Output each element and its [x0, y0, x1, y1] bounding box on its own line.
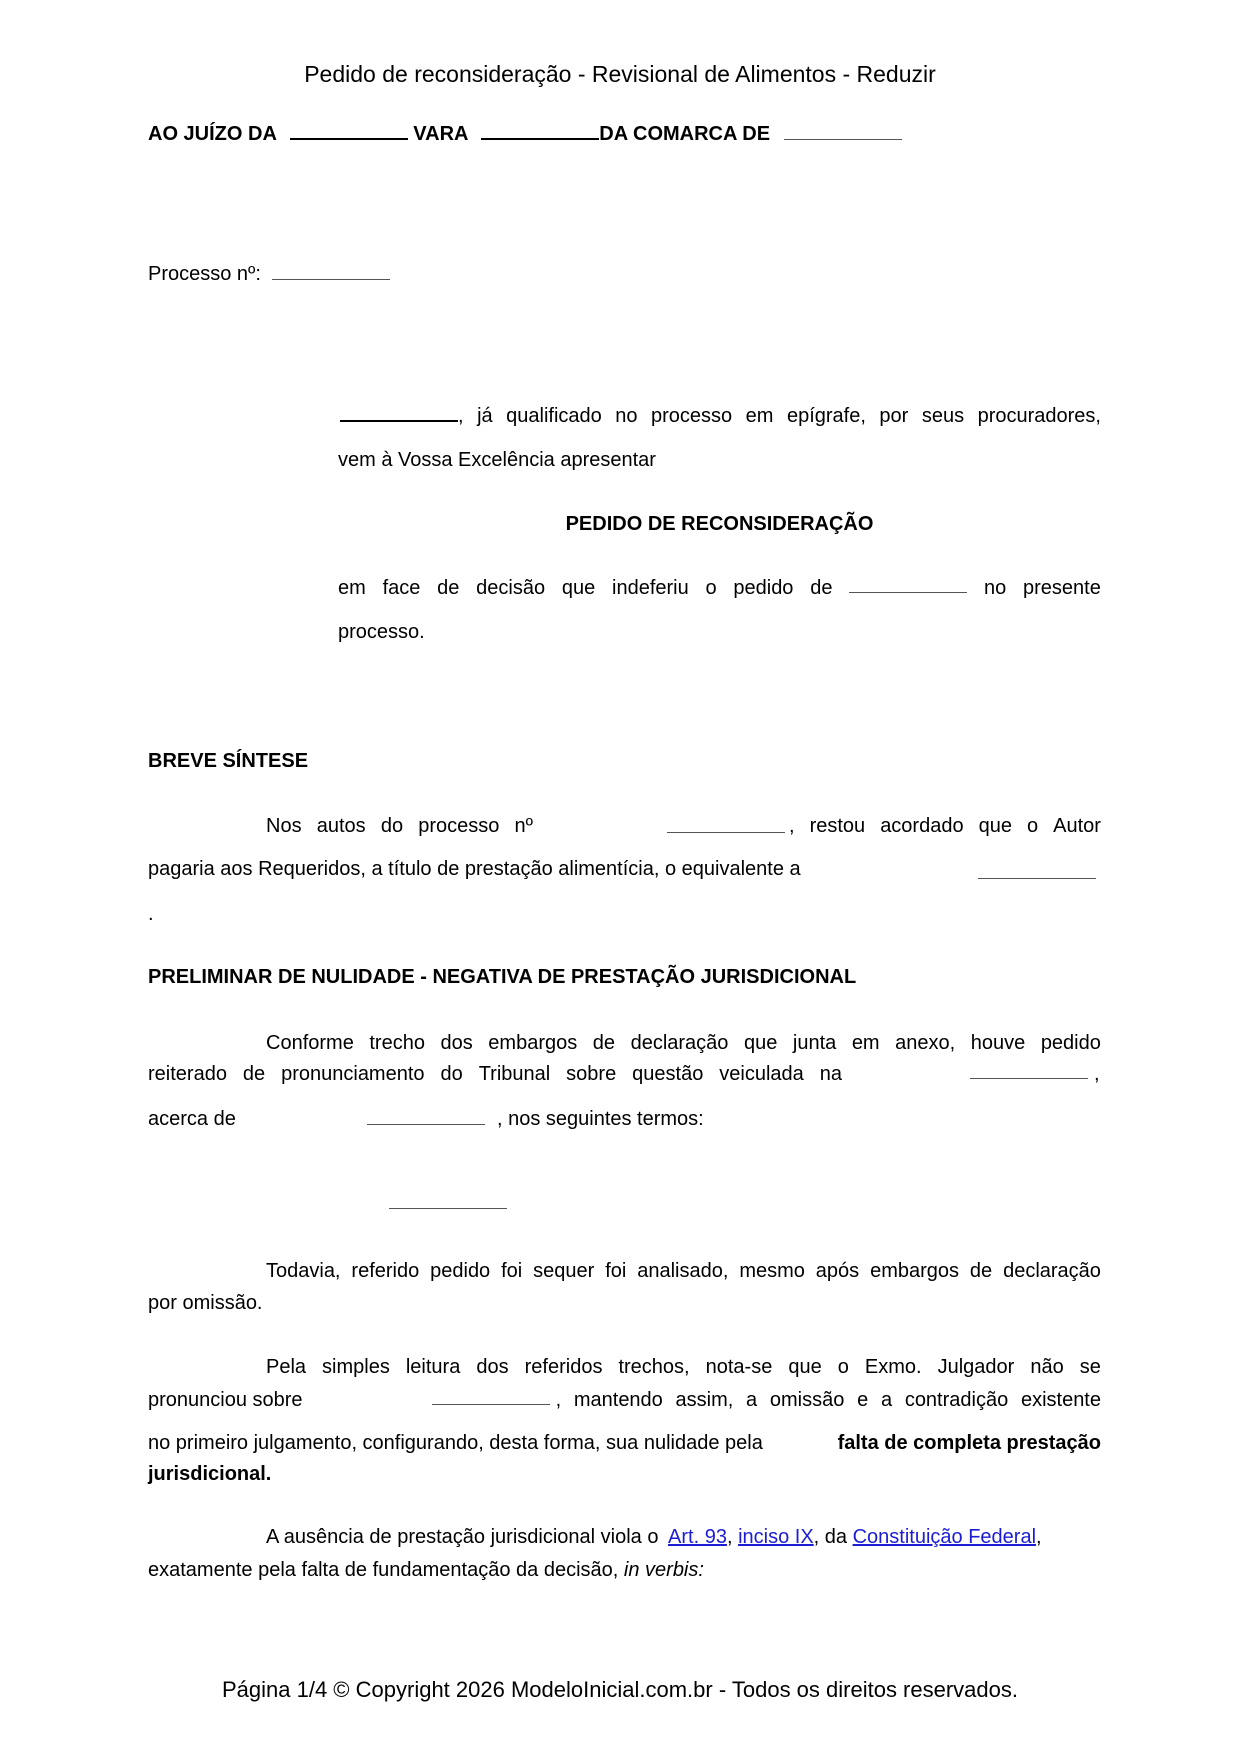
- word: acordado: [880, 815, 964, 837]
- preliminar-p2-line-2: por omissão.: [148, 1292, 263, 1314]
- word: acerca de: [148, 1108, 236, 1130]
- word: anexo,: [895, 1032, 956, 1054]
- word: sequer: [533, 1260, 595, 1282]
- word: pedido: [1040, 1032, 1101, 1054]
- word: o: [837, 1356, 849, 1378]
- word: , nos seguintes termos:: [496, 1108, 704, 1130]
- sintese-line-1-start: [266, 814, 533, 838]
- blank-field[interactable]: [340, 404, 458, 422]
- word: Nos: [266, 815, 302, 837]
- preliminar-p3-line-4: jurisdicional.: [148, 1463, 272, 1485]
- blank-field[interactable]: [978, 862, 1096, 879]
- word: mesmo: [739, 1260, 805, 1282]
- word: que: [978, 815, 1012, 837]
- word: embargos: [870, 1260, 960, 1282]
- preliminar-p2-line-1: [266, 1259, 1101, 1283]
- word: trecho: [369, 1032, 425, 1054]
- word: restou: [809, 815, 866, 837]
- sintese-line-2: pagaria aos Requeridos, a título de prestação alimentícia, o equivalente a: [148, 858, 801, 880]
- preliminar-p1-line-3: [148, 1107, 704, 1131]
- word: o: [705, 577, 717, 599]
- word: no primeiro julgamento, configurando, desta forma, sua nulidade pela: [148, 1432, 763, 1454]
- word: junta: [792, 1032, 837, 1054]
- word: pedido: [733, 577, 794, 599]
- document-header-title: Pedido de reconsideração - Revisional de Alimentos - Reduzir: [304, 61, 936, 87]
- word: trechos,: [618, 1356, 690, 1378]
- intro-blank-wrap: [340, 404, 464, 428]
- word: em: [338, 577, 366, 599]
- address-part-1: AO JUÍZO DA: [148, 123, 277, 145]
- word: embargos: [488, 1032, 578, 1054]
- section-heading-preliminar: PRELIMINAR DE NULIDADE - NEGATIVA DE PRESTAÇÃO JURISDICIONAL: [148, 966, 857, 988]
- word: de: [969, 1260, 993, 1282]
- word: em: [851, 1032, 880, 1054]
- word: de: [592, 1032, 616, 1054]
- word: que: [743, 1032, 778, 1054]
- word: ,: [1094, 1063, 1100, 1085]
- address-part-3: DA COMARCA DE: [599, 123, 771, 145]
- word: processo: [418, 815, 500, 837]
- preliminar-p3-line-1: [266, 1355, 1101, 1379]
- sintese-line-1: [266, 814, 1101, 838]
- blank-field[interactable]: [849, 576, 967, 593]
- blank-field[interactable]: [481, 122, 599, 140]
- word: Todavia,: [266, 1260, 341, 1282]
- word: do: [440, 1063, 463, 1085]
- word: decisão: [476, 577, 546, 599]
- word: questão: [632, 1063, 704, 1085]
- word: pedido: [430, 1260, 491, 1282]
- word: ,: [726, 1526, 733, 1548]
- word: de: [242, 1063, 266, 1085]
- word: epígrafe,: [786, 405, 866, 427]
- word: após: [815, 1260, 860, 1282]
- word: por: [879, 405, 909, 427]
- word: autos: [316, 815, 366, 837]
- word: , mantendo assim, a omissão e a contradição existente: [555, 1389, 1101, 1411]
- face-line-2: processo.: [338, 621, 425, 643]
- word: que: [561, 577, 596, 599]
- word: dos: [440, 1032, 473, 1054]
- address-part-2: VARA: [413, 123, 468, 145]
- word: face: [382, 577, 421, 599]
- word: declaração: [630, 1032, 729, 1054]
- word: veiculada: [719, 1063, 804, 1085]
- word: pronunciou sobre: [148, 1389, 303, 1411]
- word: qualificado: [506, 405, 602, 427]
- sintese-line-3: .: [148, 903, 154, 925]
- word: de: [437, 577, 460, 599]
- word: o: [1027, 815, 1039, 837]
- blank-field[interactable]: [432, 1388, 550, 1405]
- word: na: [819, 1063, 842, 1085]
- word: do: [380, 815, 404, 837]
- word: Autor: [1053, 815, 1101, 837]
- process-label: Processo nº:: [148, 263, 261, 285]
- word: se: [1079, 1356, 1101, 1378]
- word: leitura: [405, 1356, 461, 1378]
- word: sobre: [566, 1063, 617, 1085]
- intro-line-1: [340, 404, 1101, 428]
- preliminar-p1-line-2: [148, 1062, 1101, 1086]
- word: analisado,: [637, 1260, 729, 1282]
- word: em: [745, 405, 774, 427]
- face-line-1: [338, 576, 1101, 600]
- word: seus: [921, 405, 965, 427]
- page-footer: Página 1/4 © Copyright 2026 ModeloInicial.com.br - Todos os direitos reservados.: [222, 1677, 1018, 1702]
- preliminar-p4-line-2: [148, 1558, 704, 1582]
- word: ,: [1036, 1526, 1042, 1548]
- word: no: [983, 577, 1007, 599]
- word: nota-se: [705, 1356, 773, 1378]
- word: já: [477, 405, 493, 427]
- word: não: [1030, 1356, 1064, 1378]
- word: Conforme: [266, 1032, 354, 1054]
- blank-field[interactable]: [272, 263, 390, 280]
- preliminar-p3-line-2: [148, 1388, 1101, 1412]
- word: houve: [970, 1032, 1026, 1054]
- word: ,: [458, 405, 464, 427]
- blank-field[interactable]: [784, 123, 902, 140]
- blank-field[interactable]: [367, 1108, 485, 1125]
- link-constituicao-federal[interactable]: Constituição Federal: [852, 1526, 1037, 1548]
- sintese-line-1-end: [789, 814, 1101, 838]
- word: simples: [322, 1356, 390, 1378]
- word: exatamente pela falta de fundamentação da decisão,: [148, 1559, 619, 1581]
- bold-emphasis: falta de completa prestação: [837, 1432, 1101, 1454]
- section-heading-breve-sintese: BREVE SÍNTESE: [148, 750, 309, 772]
- word: Tribunal: [478, 1063, 551, 1085]
- word: Exmo.: [864, 1356, 922, 1378]
- link-art-93[interactable]: Art. 93: [668, 1526, 727, 1548]
- court-address: [148, 122, 902, 146]
- word: Pela: [266, 1356, 307, 1378]
- word: que: [788, 1356, 822, 1378]
- word: A ausência de prestação jurisdicional viola o: [266, 1526, 659, 1548]
- preliminar-p1-line-2-words: [148, 1062, 842, 1086]
- word: processo: [651, 405, 733, 427]
- word: reiterado: [148, 1063, 227, 1085]
- word: pronunciamento: [281, 1063, 425, 1085]
- word: presente: [1023, 577, 1101, 599]
- blank-field[interactable]: [667, 814, 785, 833]
- word: Julgador: [937, 1356, 1015, 1378]
- word: de: [810, 577, 833, 599]
- word: indeferiu: [612, 577, 689, 599]
- word: referido: [351, 1260, 420, 1282]
- preliminar-p4-line-1: [266, 1525, 1042, 1549]
- word: dos: [476, 1356, 509, 1378]
- link-inciso-ix[interactable]: inciso IX: [738, 1526, 814, 1548]
- blank-field[interactable]: [970, 1062, 1088, 1079]
- italic-emphasis: in verbis:: [623, 1559, 704, 1581]
- word: referidos: [524, 1356, 603, 1378]
- preliminar-p1-line-1: [266, 1031, 1101, 1055]
- word: nº: [514, 815, 533, 837]
- word: procuradores,: [977, 405, 1101, 427]
- word: foi: [501, 1260, 523, 1282]
- word: , da: [813, 1526, 848, 1548]
- word: no: [615, 405, 638, 427]
- blank-field[interactable]: [389, 1192, 507, 1209]
- preliminar-p3-line-3: [148, 1431, 1101, 1455]
- blank-field[interactable]: [290, 122, 408, 140]
- process-number-line: [148, 262, 390, 286]
- word: foi: [605, 1260, 627, 1282]
- word: declaração: [1003, 1260, 1101, 1282]
- word: ,: [789, 815, 795, 837]
- intro-line-2: vem à Vossa Excelência apresentar: [338, 449, 656, 471]
- petition-title: PEDIDO DE RECONSIDERAÇÃO: [565, 513, 874, 535]
